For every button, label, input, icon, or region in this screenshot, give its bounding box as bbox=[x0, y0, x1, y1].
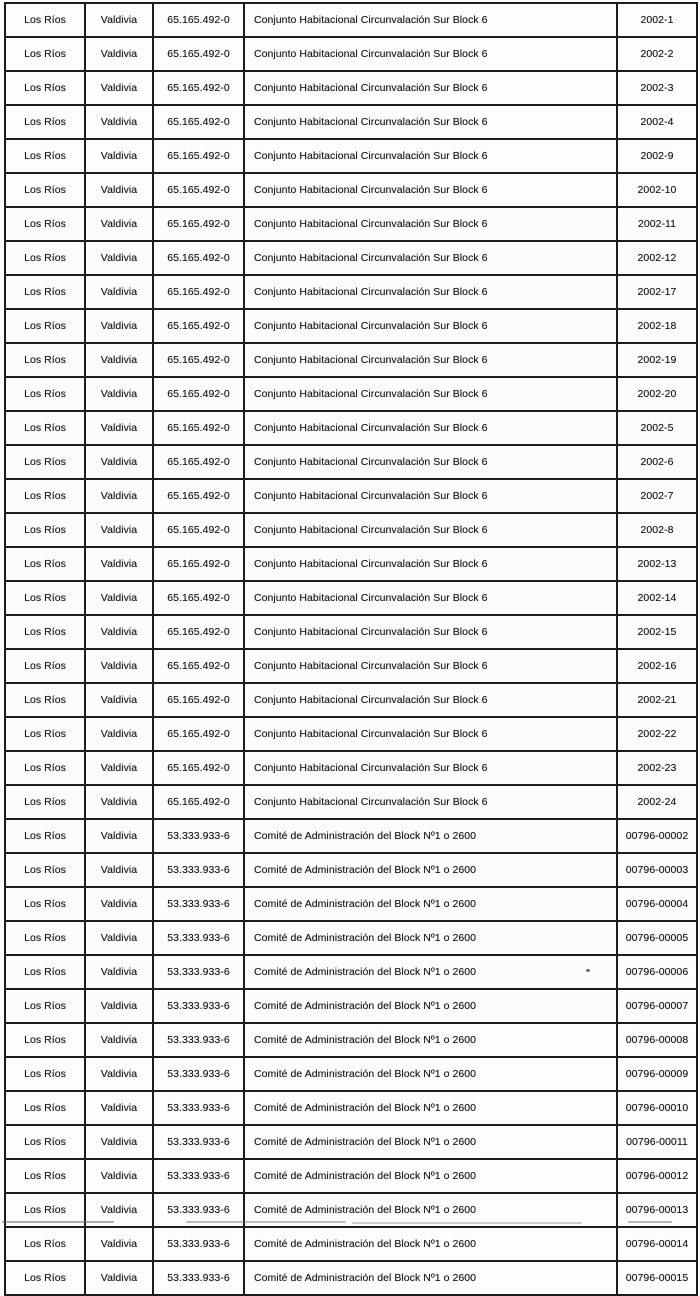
cell-code: 00796-00007 bbox=[617, 989, 697, 1023]
cell-code: 2002-23 bbox=[617, 751, 697, 785]
cell-rut: 65.165.492-0 bbox=[153, 785, 244, 819]
cell-rut: 65.165.492-0 bbox=[153, 445, 244, 479]
cell-commune: Valdivia bbox=[85, 683, 153, 717]
cell-code: 2002-20 bbox=[617, 377, 697, 411]
cell-code: 2002-18 bbox=[617, 309, 697, 343]
cell-organization: Comité de Administración del Block Nº1 o 2600 bbox=[244, 955, 617, 989]
cell-commune: Valdivia bbox=[85, 411, 153, 445]
cell-commune: Valdivia bbox=[85, 1125, 153, 1159]
cell-rut: 53.333.933-6 bbox=[153, 955, 244, 989]
cell-commune: Valdivia bbox=[85, 819, 153, 853]
cell-rut: 65.165.492-0 bbox=[153, 649, 244, 683]
cell-commune: Valdivia bbox=[85, 377, 153, 411]
cell-region: Los Ríos bbox=[5, 1159, 85, 1193]
cell-organization: Conjunto Habitacional Circunvalación Sur Block 6 bbox=[244, 309, 617, 343]
cell-organization: Comité de Administración del Block Nº1 o 2600 bbox=[244, 1261, 617, 1295]
table-row bbox=[5, 615, 697, 649]
cell-code: 2002-9 bbox=[617, 139, 697, 173]
cell-commune: Valdivia bbox=[85, 1159, 153, 1193]
table-row bbox=[5, 751, 697, 785]
cell-code: 2002-4 bbox=[617, 105, 697, 139]
cell-code: 2002-24 bbox=[617, 785, 697, 819]
cell-organization: Conjunto Habitacional Circunvalación Sur Block 6 bbox=[244, 343, 617, 377]
cell-region: Los Ríos bbox=[5, 411, 85, 445]
cell-region: Los Ríos bbox=[5, 1125, 85, 1159]
table-row bbox=[5, 1057, 697, 1091]
cell-commune: Valdivia bbox=[85, 1023, 153, 1057]
cell-commune: Valdivia bbox=[85, 343, 153, 377]
cell-organization: Conjunto Habitacional Circunvalación Sur Block 6 bbox=[244, 615, 617, 649]
cell-region: Los Ríos bbox=[5, 581, 85, 615]
cell-commune: Valdivia bbox=[85, 955, 153, 989]
cell-region: Los Ríos bbox=[5, 71, 85, 105]
cell-region: Los Ríos bbox=[5, 479, 85, 513]
cell-region: Los Ríos bbox=[5, 241, 85, 275]
cell-organization: Comité de Administración del Block Nº1 o 2600 bbox=[244, 819, 617, 853]
cell-commune: Valdivia bbox=[85, 1227, 153, 1261]
cell-rut: 65.165.492-0 bbox=[153, 275, 244, 309]
cell-rut: 65.165.492-0 bbox=[153, 683, 244, 717]
cell-rut: 65.165.492-0 bbox=[153, 3, 244, 37]
cell-rut: 53.333.933-6 bbox=[153, 1227, 244, 1261]
cell-organization: Conjunto Habitacional Circunvalación Sur Block 6 bbox=[244, 445, 617, 479]
cell-organization: Conjunto Habitacional Circunvalación Sur Block 6 bbox=[244, 207, 617, 241]
cell-rut: 53.333.933-6 bbox=[153, 887, 244, 921]
cell-rut: 65.165.492-0 bbox=[153, 751, 244, 785]
cell-rut: 53.333.933-6 bbox=[153, 1023, 244, 1057]
cell-rut: 65.165.492-0 bbox=[153, 547, 244, 581]
cell-commune: Valdivia bbox=[85, 309, 153, 343]
cell-code: 2002-14 bbox=[617, 581, 697, 615]
cell-organization: Conjunto Habitacional Circunvalación Sur Block 6 bbox=[244, 581, 617, 615]
table-row bbox=[5, 411, 697, 445]
cell-commune: Valdivia bbox=[85, 1091, 153, 1125]
cell-region: Los Ríos bbox=[5, 445, 85, 479]
cell-organization: Conjunto Habitacional Circunvalación Sur Block 6 bbox=[244, 649, 617, 683]
cell-rut: 53.333.933-6 bbox=[153, 1057, 244, 1091]
cell-rut: 65.165.492-0 bbox=[153, 377, 244, 411]
cell-commune: Valdivia bbox=[85, 139, 153, 173]
cell-region: Los Ríos bbox=[5, 955, 85, 989]
table-row bbox=[5, 581, 697, 615]
cell-region: Los Ríos bbox=[5, 1023, 85, 1057]
cell-organization: Conjunto Habitacional Circunvalación Sur Block 6 bbox=[244, 139, 617, 173]
cell-region: Los Ríos bbox=[5, 1261, 85, 1295]
cell-commune: Valdivia bbox=[85, 275, 153, 309]
cell-code: 00796-00011 bbox=[617, 1125, 697, 1159]
table-row bbox=[5, 1261, 697, 1295]
cell-rut: 53.333.933-6 bbox=[153, 989, 244, 1023]
table-row bbox=[5, 275, 697, 309]
cell-region: Los Ríos bbox=[5, 1091, 85, 1125]
cell-code: 00796-00004 bbox=[617, 887, 697, 921]
cell-organization: Comité de Administración del Block Nº1 o 2600 bbox=[244, 1193, 617, 1227]
table-row bbox=[5, 207, 697, 241]
cell-region: Los Ríos bbox=[5, 275, 85, 309]
table-row bbox=[5, 241, 697, 275]
cell-rut: 65.165.492-0 bbox=[153, 309, 244, 343]
cell-commune: Valdivia bbox=[85, 921, 153, 955]
table-row bbox=[5, 1091, 697, 1125]
cell-commune: Valdivia bbox=[85, 173, 153, 207]
cell-organization: Comité de Administración del Block Nº1 o 2600 bbox=[244, 1057, 617, 1091]
table-row bbox=[5, 309, 697, 343]
cell-code: 00796-00015 bbox=[617, 1261, 697, 1295]
table-row bbox=[5, 3, 697, 37]
table-row bbox=[5, 105, 697, 139]
cell-region: Los Ríos bbox=[5, 3, 85, 37]
cell-organization: Comité de Administración del Block Nº1 o 2600 bbox=[244, 1227, 617, 1261]
cell-organization: Comité de Administración del Block Nº1 o 2600 bbox=[244, 1023, 617, 1057]
table-body bbox=[5, 3, 697, 1295]
cell-region: Los Ríos bbox=[5, 207, 85, 241]
cell-organization: Conjunto Habitacional Circunvalación Sur Block 6 bbox=[244, 275, 617, 309]
cell-code: 2002-19 bbox=[617, 343, 697, 377]
cell-commune: Valdivia bbox=[85, 887, 153, 921]
cell-commune: Valdivia bbox=[85, 105, 153, 139]
cell-region: Los Ríos bbox=[5, 785, 85, 819]
cell-commune: Valdivia bbox=[85, 513, 153, 547]
cell-organization: Comité de Administración del Block Nº1 o 2600 bbox=[244, 853, 617, 887]
cell-organization: Comité de Administración del Block Nº1 o 2600 bbox=[244, 887, 617, 921]
cell-rut: 65.165.492-0 bbox=[153, 581, 244, 615]
cell-code: 2002-13 bbox=[617, 547, 697, 581]
cell-code: 00796-00005 bbox=[617, 921, 697, 955]
cell-organization: Conjunto Habitacional Circunvalación Sur Block 6 bbox=[244, 751, 617, 785]
cell-region: Los Ríos bbox=[5, 105, 85, 139]
cell-organization: Conjunto Habitacional Circunvalación Sur Block 6 bbox=[244, 411, 617, 445]
table-row bbox=[5, 921, 697, 955]
cell-region: Los Ríos bbox=[5, 1057, 85, 1091]
table-row bbox=[5, 819, 697, 853]
cell-code: 00796-00002 bbox=[617, 819, 697, 853]
cell-commune: Valdivia bbox=[85, 37, 153, 71]
cell-region: Los Ríos bbox=[5, 887, 85, 921]
cell-organization: Conjunto Habitacional Circunvalación Sur Block 6 bbox=[244, 105, 617, 139]
table-row bbox=[5, 887, 697, 921]
cell-organization: Comité de Administración del Block Nº1 o 2600 bbox=[244, 1159, 617, 1193]
cell-commune: Valdivia bbox=[85, 479, 153, 513]
cell-rut: 65.165.492-0 bbox=[153, 105, 244, 139]
cell-organization: Conjunto Habitacional Circunvalación Sur Block 6 bbox=[244, 513, 617, 547]
cell-commune: Valdivia bbox=[85, 547, 153, 581]
table-row bbox=[5, 785, 697, 819]
cell-commune: Valdivia bbox=[85, 853, 153, 887]
cell-rut: 65.165.492-0 bbox=[153, 615, 244, 649]
cell-region: Los Ríos bbox=[5, 615, 85, 649]
cell-organization: Conjunto Habitacional Circunvalación Sur Block 6 bbox=[244, 547, 617, 581]
cell-commune: Valdivia bbox=[85, 445, 153, 479]
cell-code: 00796-00010 bbox=[617, 1091, 697, 1125]
cell-rut: 53.333.933-6 bbox=[153, 1193, 244, 1227]
cell-region: Los Ríos bbox=[5, 649, 85, 683]
cell-organization: Conjunto Habitacional Circunvalación Sur Block 6 bbox=[244, 241, 617, 275]
cell-region: Los Ríos bbox=[5, 173, 85, 207]
cell-rut: 65.165.492-0 bbox=[153, 479, 244, 513]
cell-commune: Valdivia bbox=[85, 989, 153, 1023]
cell-code: 2002-10 bbox=[617, 173, 697, 207]
cell-commune: Valdivia bbox=[85, 241, 153, 275]
cell-commune: Valdivia bbox=[85, 581, 153, 615]
cell-organization: Conjunto Habitacional Circunvalación Sur Block 6 bbox=[244, 173, 617, 207]
cell-rut: 65.165.492-0 bbox=[153, 343, 244, 377]
cell-organization: Conjunto Habitacional Circunvalación Sur Block 6 bbox=[244, 37, 617, 71]
table-row bbox=[5, 479, 697, 513]
cell-code: 2002-16 bbox=[617, 649, 697, 683]
table-row bbox=[5, 71, 697, 105]
cell-code: 2002-12 bbox=[617, 241, 697, 275]
cell-region: Los Ríos bbox=[5, 921, 85, 955]
cell-rut: 65.165.492-0 bbox=[153, 411, 244, 445]
table-row bbox=[5, 377, 697, 411]
cell-commune: Valdivia bbox=[85, 207, 153, 241]
cell-commune: Valdivia bbox=[85, 751, 153, 785]
table-row bbox=[5, 343, 697, 377]
cell-rut: 53.333.933-6 bbox=[153, 1261, 244, 1295]
cell-region: Los Ríos bbox=[5, 37, 85, 71]
table-row bbox=[5, 1159, 697, 1193]
cell-code: 2002-8 bbox=[617, 513, 697, 547]
cell-rut: 53.333.933-6 bbox=[153, 819, 244, 853]
cell-code: 00796-00003 bbox=[617, 853, 697, 887]
cell-code: 00796-00009 bbox=[617, 1057, 697, 1091]
table-row bbox=[5, 445, 697, 479]
cell-code: 2002-5 bbox=[617, 411, 697, 445]
cell-code: 2002-15 bbox=[617, 615, 697, 649]
cell-commune: Valdivia bbox=[85, 71, 153, 105]
cell-region: Los Ríos bbox=[5, 989, 85, 1023]
cell-code: 00796-00013 bbox=[617, 1193, 697, 1227]
cell-region: Los Ríos bbox=[5, 683, 85, 717]
cell-code: 2002-1 bbox=[617, 3, 697, 37]
cell-organization: Conjunto Habitacional Circunvalación Sur Block 6 bbox=[244, 377, 617, 411]
cell-rut: 53.333.933-6 bbox=[153, 1159, 244, 1193]
cell-organization: Conjunto Habitacional Circunvalación Sur Block 6 bbox=[244, 3, 617, 37]
table-row bbox=[5, 173, 697, 207]
table-row bbox=[5, 955, 697, 989]
cell-rut: 65.165.492-0 bbox=[153, 513, 244, 547]
table-row bbox=[5, 547, 697, 581]
cell-region: Los Ríos bbox=[5, 717, 85, 751]
cell-rut: 53.333.933-6 bbox=[153, 1125, 244, 1159]
cell-region: Los Ríos bbox=[5, 377, 85, 411]
cell-region: Los Ríos bbox=[5, 1193, 85, 1227]
cell-code: 00796-00006 bbox=[617, 955, 697, 989]
table-row bbox=[5, 1227, 697, 1261]
cell-commune: Valdivia bbox=[85, 1193, 153, 1227]
cell-rut: 65.165.492-0 bbox=[153, 71, 244, 105]
cell-organization: Comité de Administración del Block Nº1 o 2600 bbox=[244, 1091, 617, 1125]
cell-commune: Valdivia bbox=[85, 615, 153, 649]
cell-region: Los Ríos bbox=[5, 513, 85, 547]
records-table bbox=[4, 2, 698, 1296]
table-row bbox=[5, 1023, 697, 1057]
cell-organization: Conjunto Habitacional Circunvalación Sur Block 6 bbox=[244, 785, 617, 819]
table-row bbox=[5, 139, 697, 173]
table-row bbox=[5, 989, 697, 1023]
table-row bbox=[5, 683, 697, 717]
cell-commune: Valdivia bbox=[85, 649, 153, 683]
cell-code: 2002-17 bbox=[617, 275, 697, 309]
table-row bbox=[5, 1125, 697, 1159]
table-row bbox=[5, 513, 697, 547]
cell-organization: Comité de Administración del Block Nº1 o 2600 bbox=[244, 1125, 617, 1159]
cell-rut: 53.333.933-6 bbox=[153, 853, 244, 887]
table-row bbox=[5, 37, 697, 71]
cell-region: Los Ríos bbox=[5, 343, 85, 377]
cell-commune: Valdivia bbox=[85, 1057, 153, 1091]
cell-rut: 65.165.492-0 bbox=[153, 173, 244, 207]
table-row bbox=[5, 853, 697, 887]
cell-organization: Conjunto Habitacional Circunvalación Sur Block 6 bbox=[244, 717, 617, 751]
cell-rut: 53.333.933-6 bbox=[153, 921, 244, 955]
cell-code: 2002-3 bbox=[617, 71, 697, 105]
cell-code: 2002-22 bbox=[617, 717, 697, 751]
cell-code: 2002-2 bbox=[617, 37, 697, 71]
cell-code: 2002-11 bbox=[617, 207, 697, 241]
cell-code: 2002-6 bbox=[617, 445, 697, 479]
cell-region: Los Ríos bbox=[5, 853, 85, 887]
cell-organization: Conjunto Habitacional Circunvalación Sur Block 6 bbox=[244, 71, 617, 105]
cell-rut: 65.165.492-0 bbox=[153, 139, 244, 173]
cell-rut: 65.165.492-0 bbox=[153, 241, 244, 275]
cell-region: Los Ríos bbox=[5, 751, 85, 785]
cell-commune: Valdivia bbox=[85, 717, 153, 751]
cell-commune: Valdivia bbox=[85, 1261, 153, 1295]
cell-commune: Valdivia bbox=[85, 785, 153, 819]
cell-rut: 53.333.933-6 bbox=[153, 1091, 244, 1125]
cell-region: Los Ríos bbox=[5, 819, 85, 853]
cell-organization: Comité de Administración del Block Nº1 o 2600 bbox=[244, 989, 617, 1023]
cell-region: Los Ríos bbox=[5, 139, 85, 173]
cell-rut: 65.165.492-0 bbox=[153, 37, 244, 71]
cell-region: Los Ríos bbox=[5, 1227, 85, 1261]
cell-organization: Comité de Administración del Block Nº1 o 2600 bbox=[244, 921, 617, 955]
cell-code: 2002-21 bbox=[617, 683, 697, 717]
cell-commune: Valdivia bbox=[85, 3, 153, 37]
cell-code: 00796-00008 bbox=[617, 1023, 697, 1057]
table-row bbox=[5, 1193, 697, 1227]
cell-organization: Conjunto Habitacional Circunvalación Sur Block 6 bbox=[244, 479, 617, 513]
cell-region: Los Ríos bbox=[5, 547, 85, 581]
cell-organization: Conjunto Habitacional Circunvalación Sur Block 6 bbox=[244, 683, 617, 717]
cell-region: Los Ríos bbox=[5, 309, 85, 343]
cell-code: 00796-00014 bbox=[617, 1227, 697, 1261]
table-row bbox=[5, 649, 697, 683]
cell-code: 2002-7 bbox=[617, 479, 697, 513]
cell-code: 00796-00012 bbox=[617, 1159, 697, 1193]
cell-rut: 65.165.492-0 bbox=[153, 207, 244, 241]
table-row bbox=[5, 717, 697, 751]
cell-rut: 65.165.492-0 bbox=[153, 717, 244, 751]
